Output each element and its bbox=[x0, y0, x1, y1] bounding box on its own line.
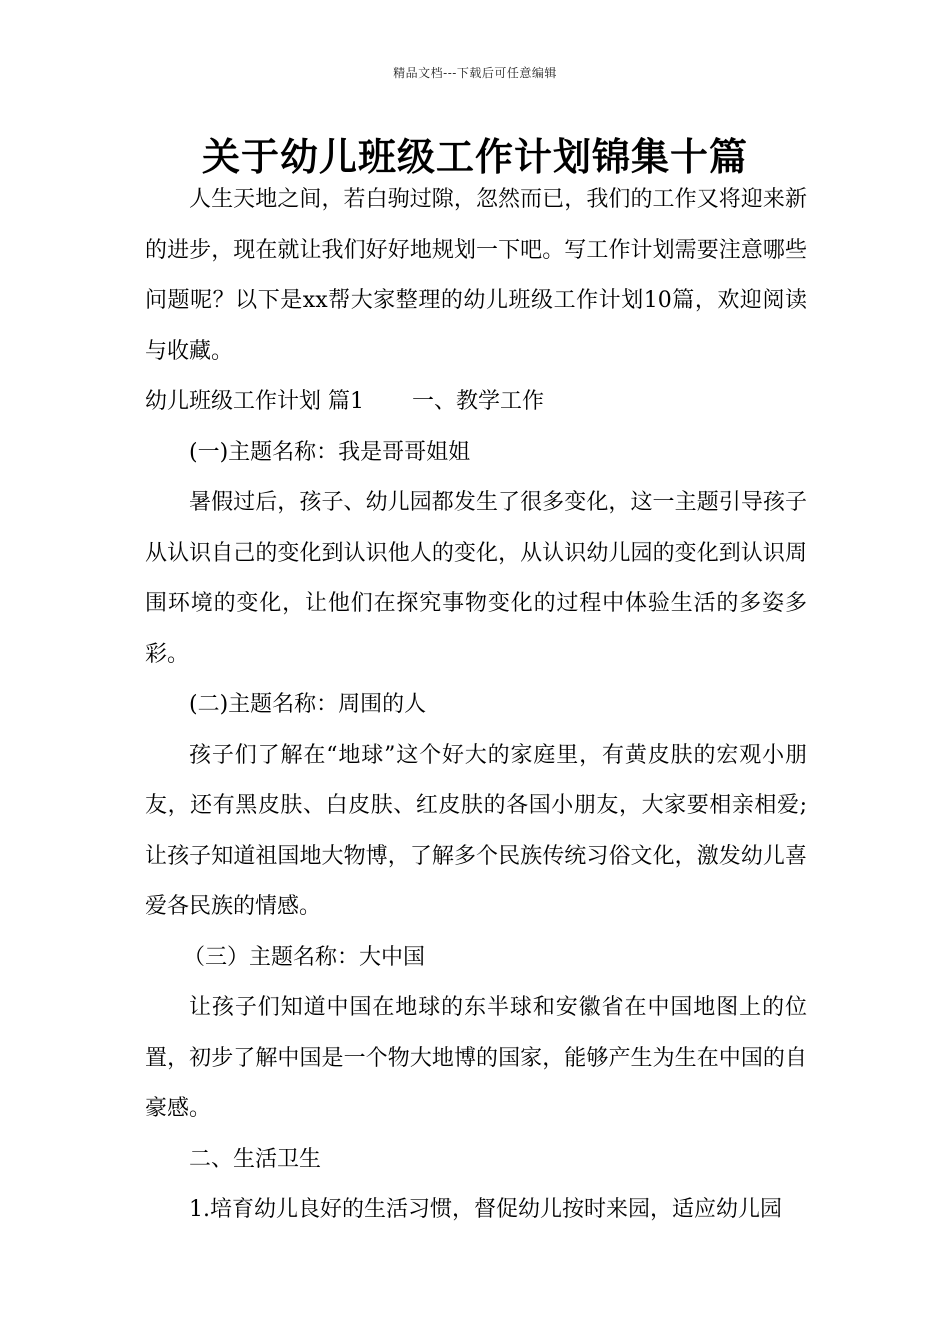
theme1-title: (一)主题名称：我是哥哥姐姐 bbox=[189, 439, 471, 465]
section-label: 幼儿班级工作计划 篇1 bbox=[145, 389, 364, 414]
theme3-title: （三）主题名称：大中国 bbox=[183, 944, 426, 970]
section-heading: 一、教学工作 bbox=[412, 389, 545, 414]
theme3-paragraph: 让孩子们知道中国在地球的东半球和安徽省在中国地图上的位置，初步了解中国是一个物大地博的国家，能够产生为生在中国的自豪感。 bbox=[145, 995, 807, 1121]
theme2-title: (二)主题名称：周围的人 bbox=[189, 692, 427, 717]
theme2-paragraph: 孩子们了解在“地球”这个好大的家庭里，有黄皮肤的宏观小朋友，还有黑皮肤、白皮肤、红皮肤的各国小朋友，大家要相亲相爱;让孩子知道祖国地大物博，了解多个民族传统习俗文化，激发幼儿喜爱各民族的情感。 bbox=[145, 742, 807, 919]
document-body bbox=[145, 175, 807, 1236]
section-heading-line bbox=[145, 377, 807, 428]
list-item-1: 1.培育幼儿良好的生活习惯，督促幼儿按时来园，适应幼儿园 bbox=[189, 1197, 782, 1222]
theme1-paragraph: 暑假过后，孩子、幼儿园都发生了很多变化，这一主题引导孩子从认识自己的变化到认识他人的变化，从认识幼儿园的变化到认识周围环境的变化，让他们在探究事物变化的过程中体验生活的多姿多彩。 bbox=[145, 490, 807, 667]
document-title: 关于幼儿班级工作计划锦集十篇 bbox=[201, 135, 748, 179]
page-header: 精品文档---下载后可任意编辑 bbox=[393, 66, 557, 80]
section2-heading: 二、生活卫生 bbox=[189, 1146, 322, 1172]
intro-paragraph: 人生天地之间，若白驹过隙，忽然而已，我们的工作又将迎来新的进步，现在就让我们好好地规划一下吧。写工作计划需要注意哪些问题呢？以下是xx帮大家整理的幼儿班级工作计划10篇，欢迎阅读与收藏。 bbox=[145, 187, 807, 364]
